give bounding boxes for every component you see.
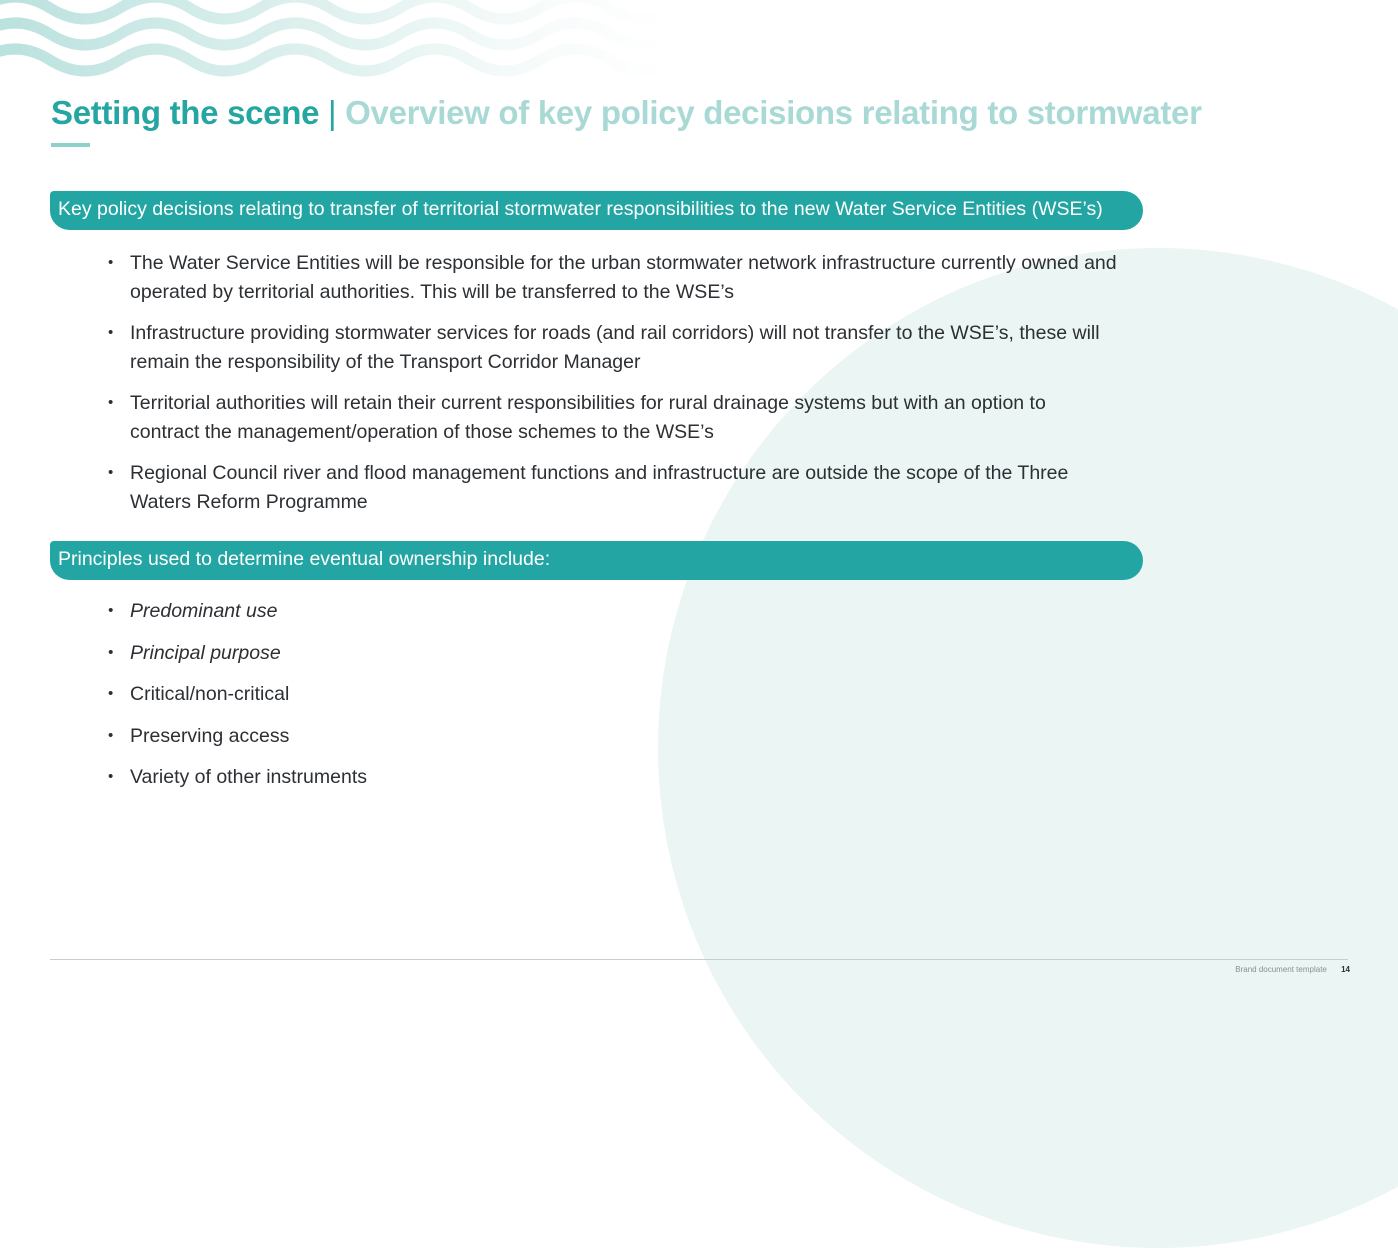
list-item: • Territorial authorities will retain their current responsibilities for rural drainage systems but with an option to contract the management/operation of those schemes to the WSE’s xyxy=(108,389,1118,446)
list-item: • Infrastructure providing stormwater services for roads (and rail corridors) will not transfer to the WSE’s, these will remain the responsibility of the Transport Corridor Manager xyxy=(108,319,1118,376)
list-item: • Preserving access xyxy=(108,722,708,751)
footer-template-label: Brand document template xyxy=(1235,965,1327,974)
list-item: • Critical/non-critical xyxy=(108,680,708,709)
title-subtitle: Overview of key policy decisions relating to stormwater xyxy=(345,94,1202,131)
list-item: • Variety of other instruments xyxy=(108,763,708,792)
footer-divider xyxy=(50,959,1348,960)
list-item: • The Water Service Entities will be responsible for the urban stormwater network infrastructure currently owned and operated by territorial authorities. This will be transferred to the WSE’s xyxy=(108,249,1118,306)
list-item: • Principal purpose xyxy=(108,639,708,668)
title-main: Setting the scene xyxy=(51,94,320,131)
title-separator: | xyxy=(328,94,337,131)
list-item: • Predominant use xyxy=(108,597,708,626)
policy-decisions-list xyxy=(108,249,1118,529)
footer xyxy=(1235,965,1350,974)
page-number: 14 xyxy=(1341,965,1350,974)
ownership-principles-list xyxy=(108,597,708,805)
page-title xyxy=(51,94,1202,132)
title-underline xyxy=(51,143,90,147)
section-heading-policy-decisions: Key policy decisions relating to transfer of territorial stormwater responsibilities to the new Water Service Entities (WSE’s) xyxy=(50,191,1143,230)
section-heading-ownership-principles: Principles used to determine eventual ownership include: xyxy=(50,541,1143,580)
wave-decoration xyxy=(0,0,700,80)
list-item: • Regional Council river and flood management functions and infrastructure are outside the scope of the Three Waters Reform Programme xyxy=(108,459,1118,516)
